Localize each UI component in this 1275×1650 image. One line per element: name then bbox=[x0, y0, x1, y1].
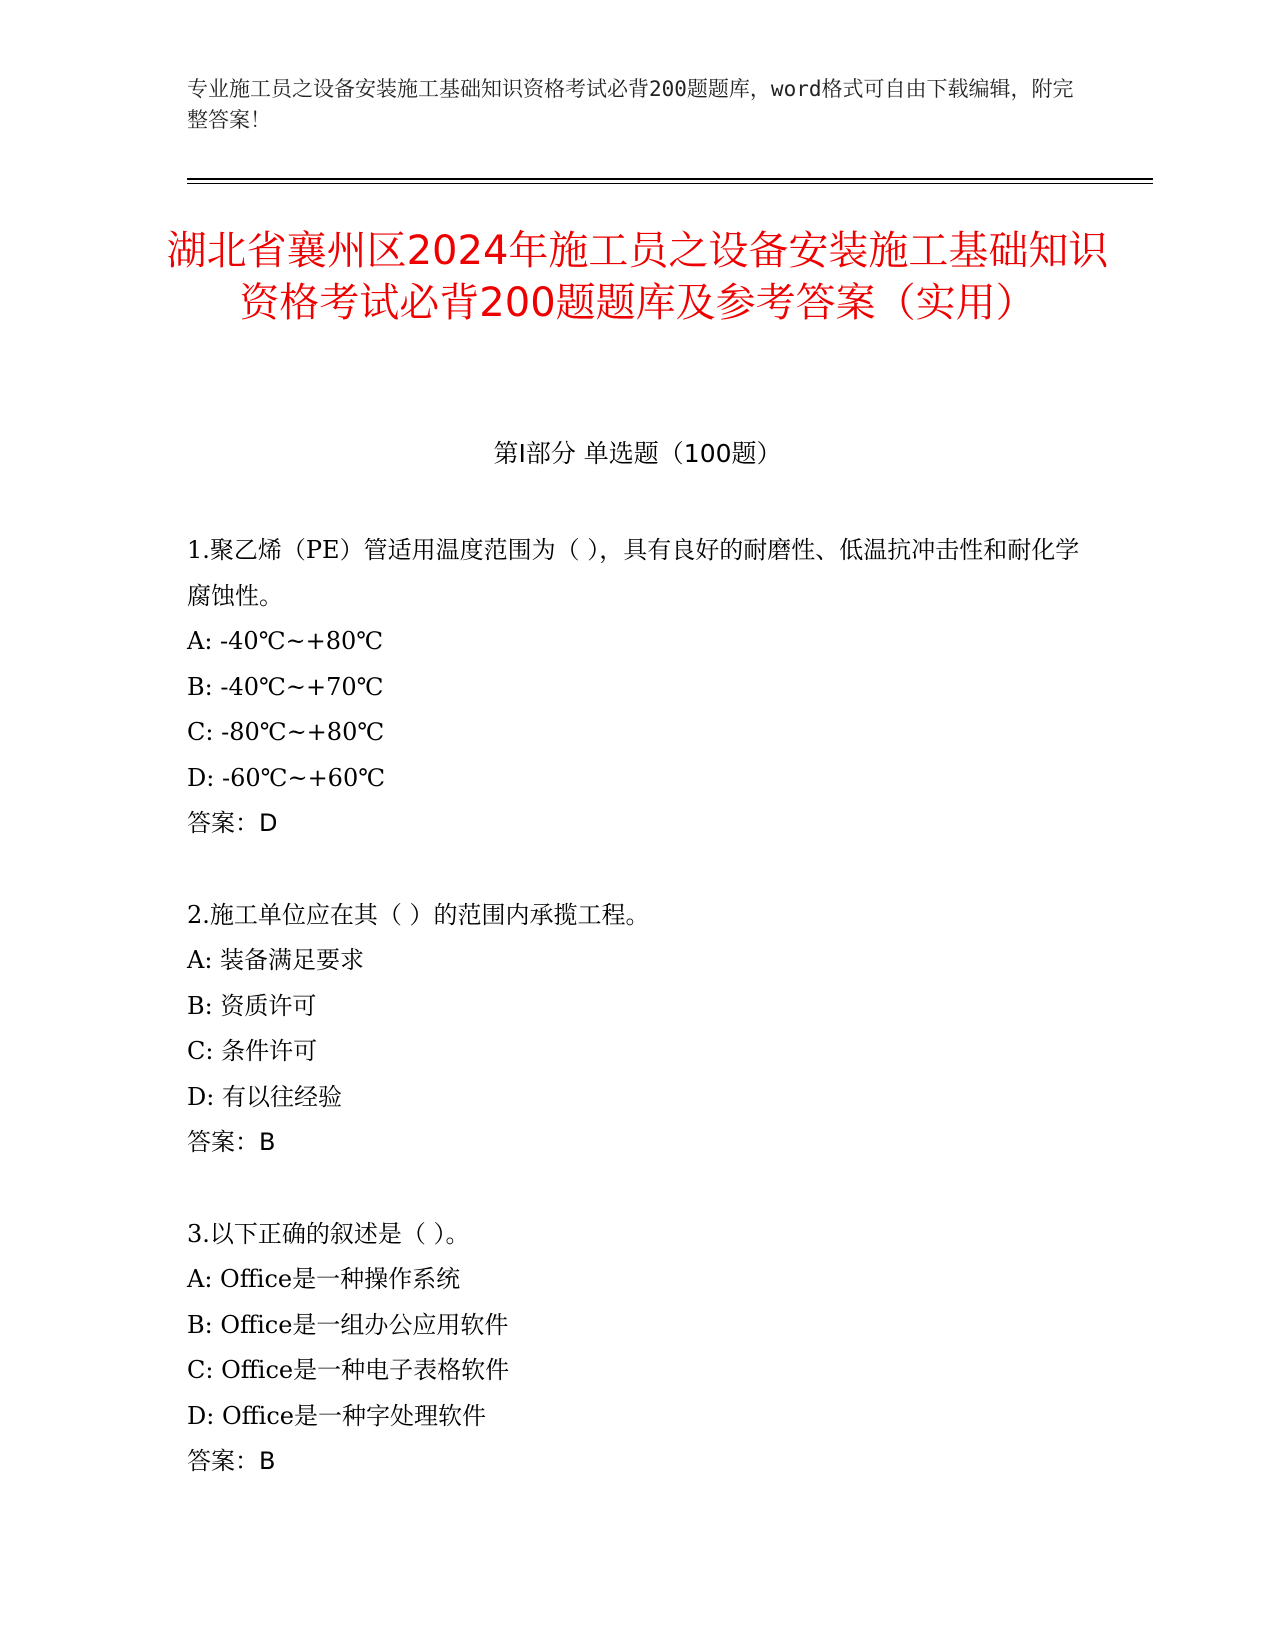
option-a: A: 装备满足要求 bbox=[187, 946, 365, 974]
question-list bbox=[187, 528, 1087, 1485]
option-d: D: 有以往经验 bbox=[187, 1082, 342, 1111]
header-divider-thin bbox=[187, 183, 1153, 184]
option-c: C: Office是一种电子表格软件 bbox=[187, 1356, 510, 1384]
header-divider-thick bbox=[187, 178, 1153, 180]
option-c: C: -80℃~+80℃ bbox=[187, 718, 385, 746]
section-title: 第Ⅰ部分 单选题（100题） bbox=[493, 439, 782, 468]
answer-line: 答案：D bbox=[187, 809, 278, 837]
question-item bbox=[187, 528, 1087, 847]
option-b: B: -40℃~+70℃ bbox=[187, 672, 384, 701]
question-item bbox=[187, 1212, 1087, 1485]
question-text: 2.施工单位应在其（ ）的范围内承揽工程。 bbox=[187, 900, 650, 929]
question-text: 3.以下正确的叙述是（ ）。 bbox=[187, 1219, 470, 1248]
document-title: 湖北省襄州区2024年施工员之设备安装施工基础知识资格考试必背200题题库及参考答案（实用） bbox=[166, 228, 1109, 326]
answer-line: 答案：B bbox=[187, 1447, 276, 1475]
option-a: A: -40℃~+80℃ bbox=[187, 627, 384, 655]
question-text: 1.聚乙烯（PE）管适用温度范围为（ ），具有良好的耐磨性、低温抗冲击性和耐化学腐蚀性。 bbox=[187, 536, 1080, 610]
option-c: C: 条件许可 bbox=[187, 1037, 318, 1065]
option-d: D: -60℃~+60℃ bbox=[187, 763, 386, 792]
option-a: A: Office是一种操作系统 bbox=[187, 1265, 461, 1293]
question-item bbox=[187, 893, 1087, 1166]
answer-line: 答案：B bbox=[187, 1128, 276, 1156]
option-b: B: 资质许可 bbox=[187, 991, 317, 1020]
option-d: D: Office是一种字处理软件 bbox=[187, 1401, 487, 1430]
option-b: B: Office是一组办公应用软件 bbox=[187, 1310, 509, 1339]
header-note: 专业施工员之设备安装施工基础知识资格考试必背200题题库，word格式可自由下载编辑，附完整答案！ bbox=[187, 77, 1074, 132]
